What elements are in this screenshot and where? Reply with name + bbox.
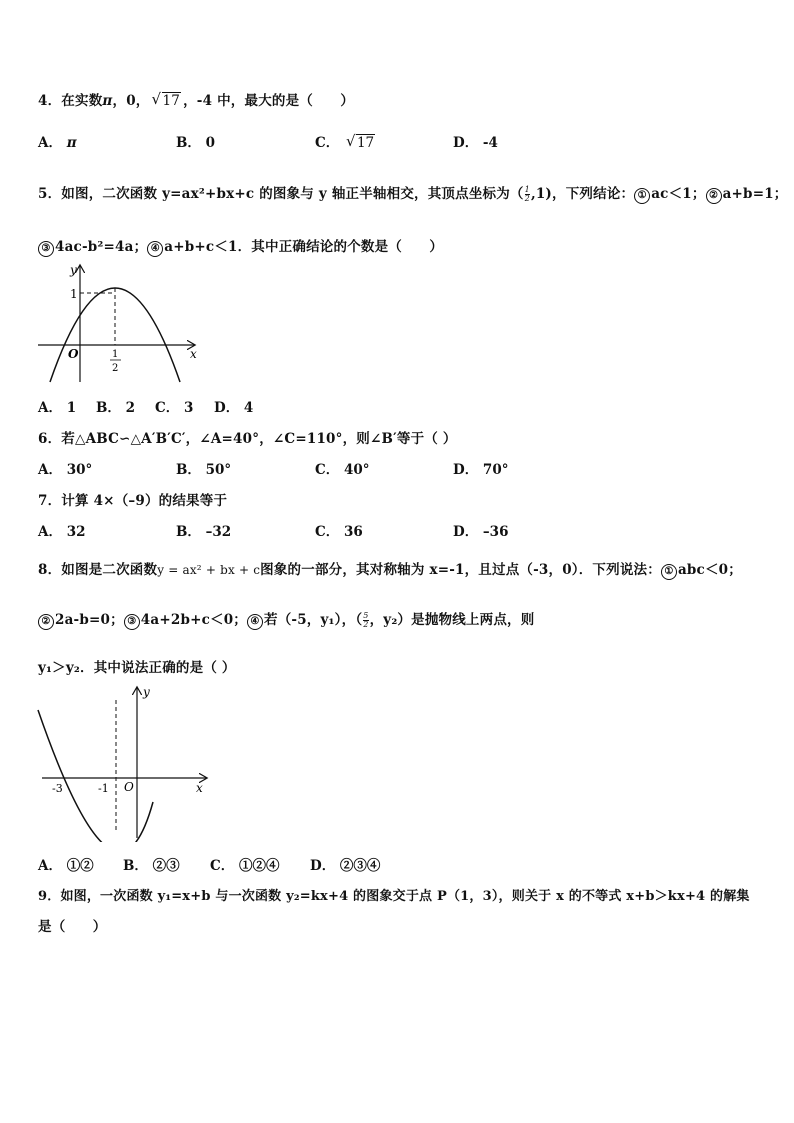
q5-tick-x-num: 1	[112, 349, 119, 360]
q8-stem-line2: ② 2a-b=0； ③ 4a+2b+c＜0； ④ 若（-5，y₁），（ $\frac{5}{2}$ ，y₂）是抛物线上两点，则	[38, 608, 534, 630]
q4-pi: π	[102, 93, 113, 109]
circled-1-icon: ①	[634, 188, 650, 204]
q8-formula: y = ax² + bx + c	[157, 563, 261, 577]
q8-x-label: x	[196, 781, 203, 795]
q5-option-d[interactable]: D． 4	[214, 400, 254, 416]
q4-option-a[interactable]: A． π	[38, 135, 77, 151]
circled-2-icon: ②	[38, 614, 54, 630]
q5-tick-x-den: 2	[112, 363, 119, 374]
q8-origin-label: O	[124, 780, 134, 794]
q4-stem-part: 4．在实数	[38, 93, 103, 109]
q5-option-b[interactable]: B． 2	[96, 400, 136, 416]
q8-parabola	[38, 710, 153, 842]
q9-stem-line2: 是（ ）	[38, 919, 107, 935]
q6-option-c[interactable]: C． 40°	[315, 462, 370, 478]
q5-vertex-fraction: $\frac{1}{2}$	[524, 185, 530, 203]
q8-stem-line3: y₁＞y₂．其中说法正确的是（ ）	[38, 660, 236, 676]
q5-y-label: y	[70, 263, 77, 277]
q8-option-b[interactable]: B． ②③	[123, 858, 180, 874]
circled-3-icon: ③	[124, 614, 140, 630]
q5-x-label: x	[190, 347, 197, 361]
q4-option-c-sqrt: √ 17	[345, 132, 375, 151]
q8-option-c[interactable]: C． ①②④	[210, 858, 280, 874]
q8-tick-minus1: -1	[98, 782, 109, 795]
q4-option-c[interactable]: C． √ 17	[315, 132, 375, 151]
q4-stem-part: ，-4 中，最大的是（ ）	[183, 93, 355, 109]
q5-option-c[interactable]: C． 3	[155, 400, 194, 416]
q8-tick-minus3: -3	[52, 782, 63, 795]
circled-3-icon: ③	[38, 241, 54, 257]
q6-option-b[interactable]: B． 50°	[176, 462, 232, 478]
q4-stem	[38, 89, 354, 109]
q6-option-d[interactable]: D． 70°	[453, 462, 509, 478]
q4-sqrt: √ 17	[151, 90, 181, 109]
q7-stem: 7．计算 4×（–9）的结果等于	[38, 493, 228, 509]
circled-4-icon: ④	[147, 241, 163, 257]
q5-tick-y: 1	[70, 287, 78, 301]
q4-option-d[interactable]: D． -4	[453, 135, 498, 151]
q7-option-b[interactable]: B． –32	[176, 524, 232, 540]
q4-option-b[interactable]: B． 0	[176, 135, 216, 151]
q6-option-a[interactable]: A． 30°	[38, 462, 93, 478]
q7-option-c[interactable]: C． 36	[315, 524, 363, 540]
q5-stem-line1: 5．如图，二次函数 y=ax²+bx+c 的图象与 y 轴正半轴相交，其顶点坐标为（ $\frac{1}{2}$ ,1)，下列结论： ① ac＜1； ② a+b=1；	[38, 185, 788, 203]
q8-stem-line1: 8．如图是二次函数y = ax² + bx + c图象的一部分，其对称轴为 x=-1，且过点（-3，0）．下列说法： ① abc＜0；	[38, 562, 742, 578]
circled-4-icon: ④	[247, 614, 263, 630]
q5-parabola-graph	[36, 260, 206, 385]
q7-option-d[interactable]: D． –36	[453, 524, 509, 540]
q8-option-a[interactable]: A． ①②	[38, 858, 94, 874]
q8-y-label: y	[143, 685, 150, 699]
q8-parabola-graph	[36, 682, 216, 842]
q8-fraction: $\frac{5}{2}$	[363, 611, 369, 629]
q5-stem-line2: ③ 4ac-b²=4a； ④ a+b+c＜1．其中正确结论的个数是（ ）	[38, 235, 443, 257]
q9-stem-line1: 9．如图，一次函数 y₁=x+b 与一次函数 y₂=kx+4 的图象交于点 P（1，3），则关于 x 的不等式 x+b＞kx+4 的解集	[38, 889, 750, 904]
q8-option-d[interactable]: D． ②③④	[310, 858, 381, 874]
q6-stem: 6．若△ABC∽△A′B′C′，∠A=40°，∠C=110°，则∠B′等于（ ）	[38, 431, 457, 447]
q5-origin-label: O	[68, 347, 79, 361]
circled-2-icon: ②	[706, 188, 722, 204]
q4-stem-part: ，0，	[112, 93, 150, 109]
q5-option-a[interactable]: A． 1	[38, 400, 77, 416]
circled-1-icon: ①	[661, 564, 677, 580]
q7-option-a[interactable]: A． 32	[38, 524, 86, 540]
